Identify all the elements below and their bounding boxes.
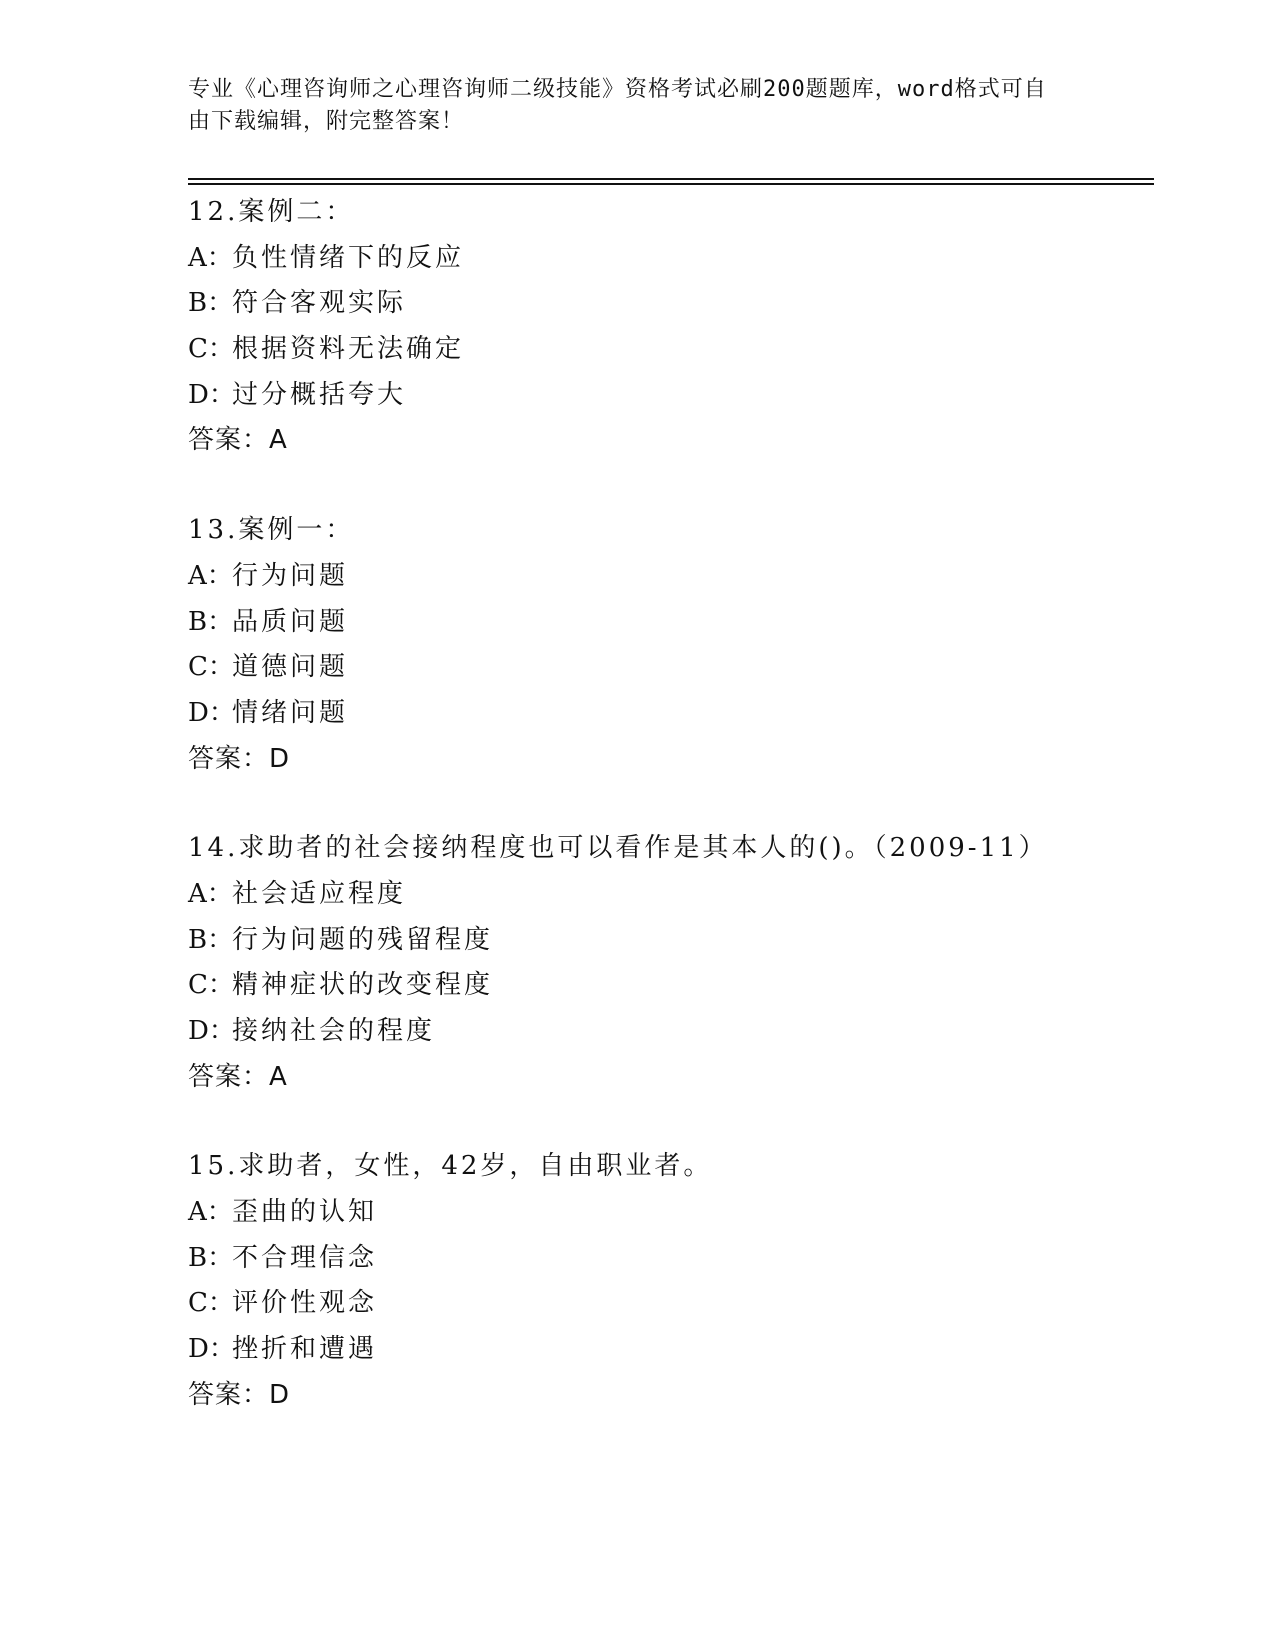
option-c	[188, 645, 1168, 691]
option-text: 符合客观实际	[232, 288, 407, 319]
answer-line: 答案：A	[188, 1061, 288, 1092]
header-divider-top	[188, 178, 1154, 180]
question-14	[188, 826, 1168, 1100]
question-12	[188, 190, 1168, 464]
option-text: 挫折和遭遇	[232, 1334, 378, 1365]
option-label: C：	[188, 652, 234, 683]
option-text: 歪曲的认知	[232, 1197, 378, 1228]
answer-line: 答案：D	[188, 1379, 291, 1410]
option-b	[188, 918, 1168, 964]
option-label: C：	[188, 970, 234, 1001]
option-c	[188, 1281, 1168, 1327]
option-text: 负性情绪下的反应	[232, 242, 465, 273]
document-header	[188, 74, 1068, 138]
option-b	[188, 600, 1168, 646]
option-label: B：	[188, 606, 234, 637]
option-label: D：	[188, 697, 235, 728]
option-d	[188, 373, 1168, 419]
option-a	[188, 1190, 1168, 1236]
option-label: C：	[188, 334, 234, 365]
option-a	[188, 236, 1168, 282]
option-d	[188, 1009, 1168, 1055]
option-text: 精神症状的改变程度	[232, 970, 494, 1001]
option-label: B：	[188, 288, 234, 319]
option-a	[188, 872, 1168, 918]
option-text: 评价性观念	[232, 1288, 378, 1319]
option-label: B：	[188, 924, 234, 955]
header-divider-bottom	[188, 183, 1154, 185]
question-stem: 13.案例一：	[188, 515, 355, 546]
option-text: 行为问题的残留程度	[232, 924, 494, 955]
option-d	[188, 1327, 1168, 1373]
question-stem: 15.求助者，女性，42岁，自由职业者。	[188, 1151, 713, 1182]
option-label: B：	[188, 1242, 234, 1273]
option-label: D：	[188, 379, 235, 410]
option-b	[188, 1236, 1168, 1282]
option-label: A：	[188, 878, 233, 909]
option-text: 接纳社会的程度	[232, 1016, 436, 1046]
option-text: 不合理信念	[232, 1242, 378, 1273]
question-list	[188, 190, 1168, 1463]
question-13	[188, 508, 1168, 782]
option-label: A：	[188, 242, 233, 273]
question-15	[188, 1144, 1168, 1418]
option-text: 根据资料无法确定	[232, 334, 465, 365]
option-a	[188, 554, 1168, 600]
option-text: 行为问题	[232, 560, 349, 591]
answer-line: 答案：A	[188, 425, 288, 456]
option-label: D：	[188, 1016, 235, 1046]
option-text: 道德问题	[232, 652, 349, 683]
option-text: 情绪问题	[232, 697, 349, 728]
option-label: D：	[188, 1334, 235, 1365]
option-label: A：	[188, 560, 233, 591]
option-d	[188, 691, 1168, 737]
option-text: 品质问题	[232, 606, 349, 637]
question-stem: 12.案例二：	[188, 197, 355, 227]
answer-line: 答案：D	[188, 743, 291, 774]
option-b	[188, 281, 1168, 327]
option-label: A：	[188, 1197, 233, 1228]
option-c	[188, 327, 1168, 373]
question-stem: 14.求助者的社会接纳程度也可以看作是其本人的()。（2009-11）	[188, 833, 1048, 864]
option-text: 过分概括夸大	[232, 379, 407, 410]
option-label: C：	[188, 1288, 234, 1319]
option-c	[188, 963, 1168, 1009]
option-text: 社会适应程度	[232, 878, 407, 909]
header-text: 专业《心理咨询师之心理咨询师二级技能》资格考试必刷200题题库，word格式可自由下载编辑，附完整答案！	[188, 77, 1047, 134]
